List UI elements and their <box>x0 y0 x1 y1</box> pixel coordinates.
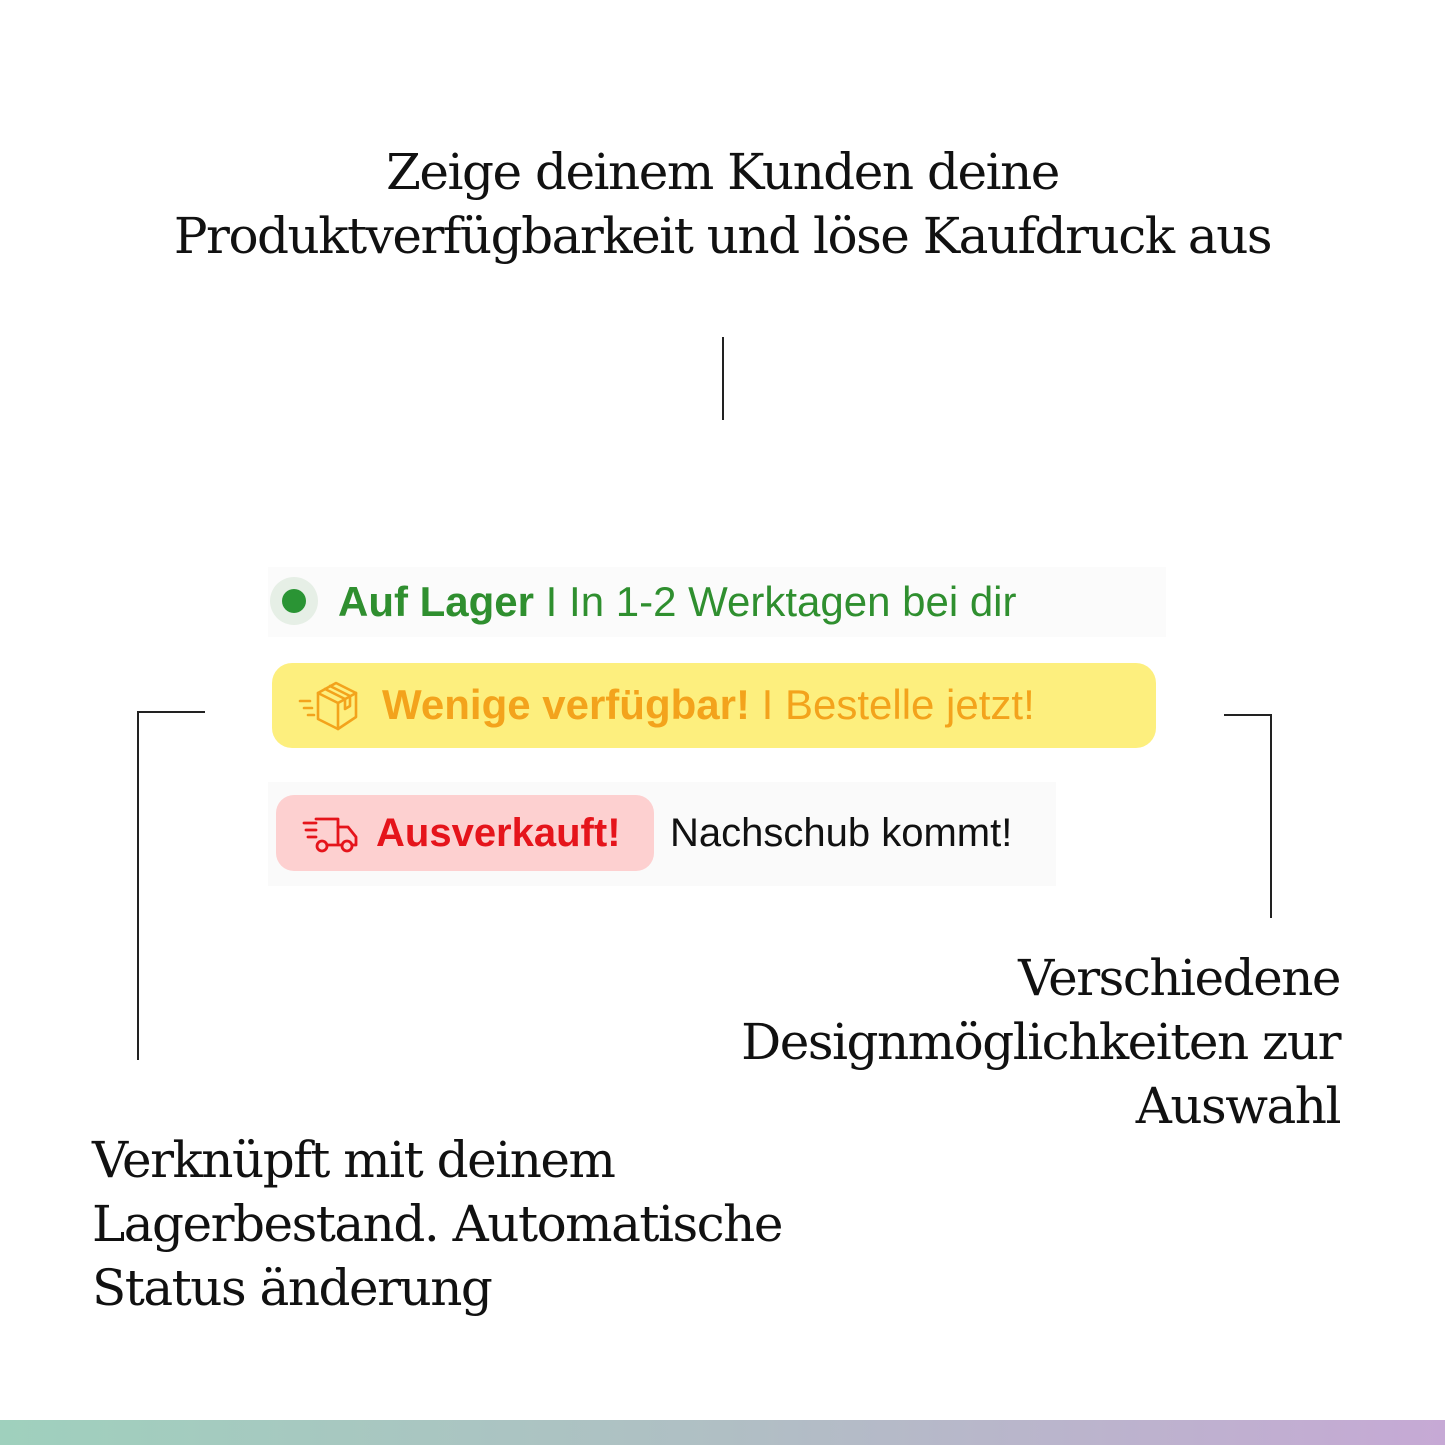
separator: I <box>749 681 785 728</box>
low-stock-status: Wenige verfügbar! <box>382 681 750 728</box>
headline-line-1: Zeige deinem Kunden deine <box>386 143 1059 201</box>
footer-gradient-bar <box>0 1420 1445 1445</box>
in-stock-detail: In 1-2 Werktagen bei dir <box>569 578 1017 625</box>
connector-right-vertical <box>1270 714 1272 918</box>
connector-right-horizontal <box>1224 714 1271 716</box>
caption-design-options: Verschiedene Designmöglichkeiten zur Auswahl <box>741 949 1340 1135</box>
package-box-icon <box>298 677 362 733</box>
sold-out-detail: Nachschub kommt! <box>670 811 1013 855</box>
delivery-truck-icon <box>302 815 362 855</box>
low-stock-detail: Bestelle jetzt! <box>784 681 1035 728</box>
sold-out-status: Ausverkauft! <box>376 811 621 855</box>
headline-line-2: Produktverfügbarkeit und löse Kaufdruck aus <box>173 207 1272 265</box>
badge-in-stock <box>268 567 1166 637</box>
badge-low-stock <box>272 663 1156 748</box>
headline <box>0 140 1445 268</box>
connector-left-horizontal <box>137 711 205 713</box>
status-dot-icon <box>270 577 318 625</box>
connector-left-vertical <box>137 711 139 1060</box>
sold-out-pill <box>276 795 654 871</box>
connector-line-top <box>722 337 724 420</box>
separator: I <box>534 578 570 625</box>
caption-inventory-link: Verknüpft mit deinem Lagerbestand. Automatische Status änderung <box>92 1131 782 1317</box>
in-stock-status: Auf Lager <box>338 578 535 625</box>
badge-sold-out <box>268 782 1056 886</box>
